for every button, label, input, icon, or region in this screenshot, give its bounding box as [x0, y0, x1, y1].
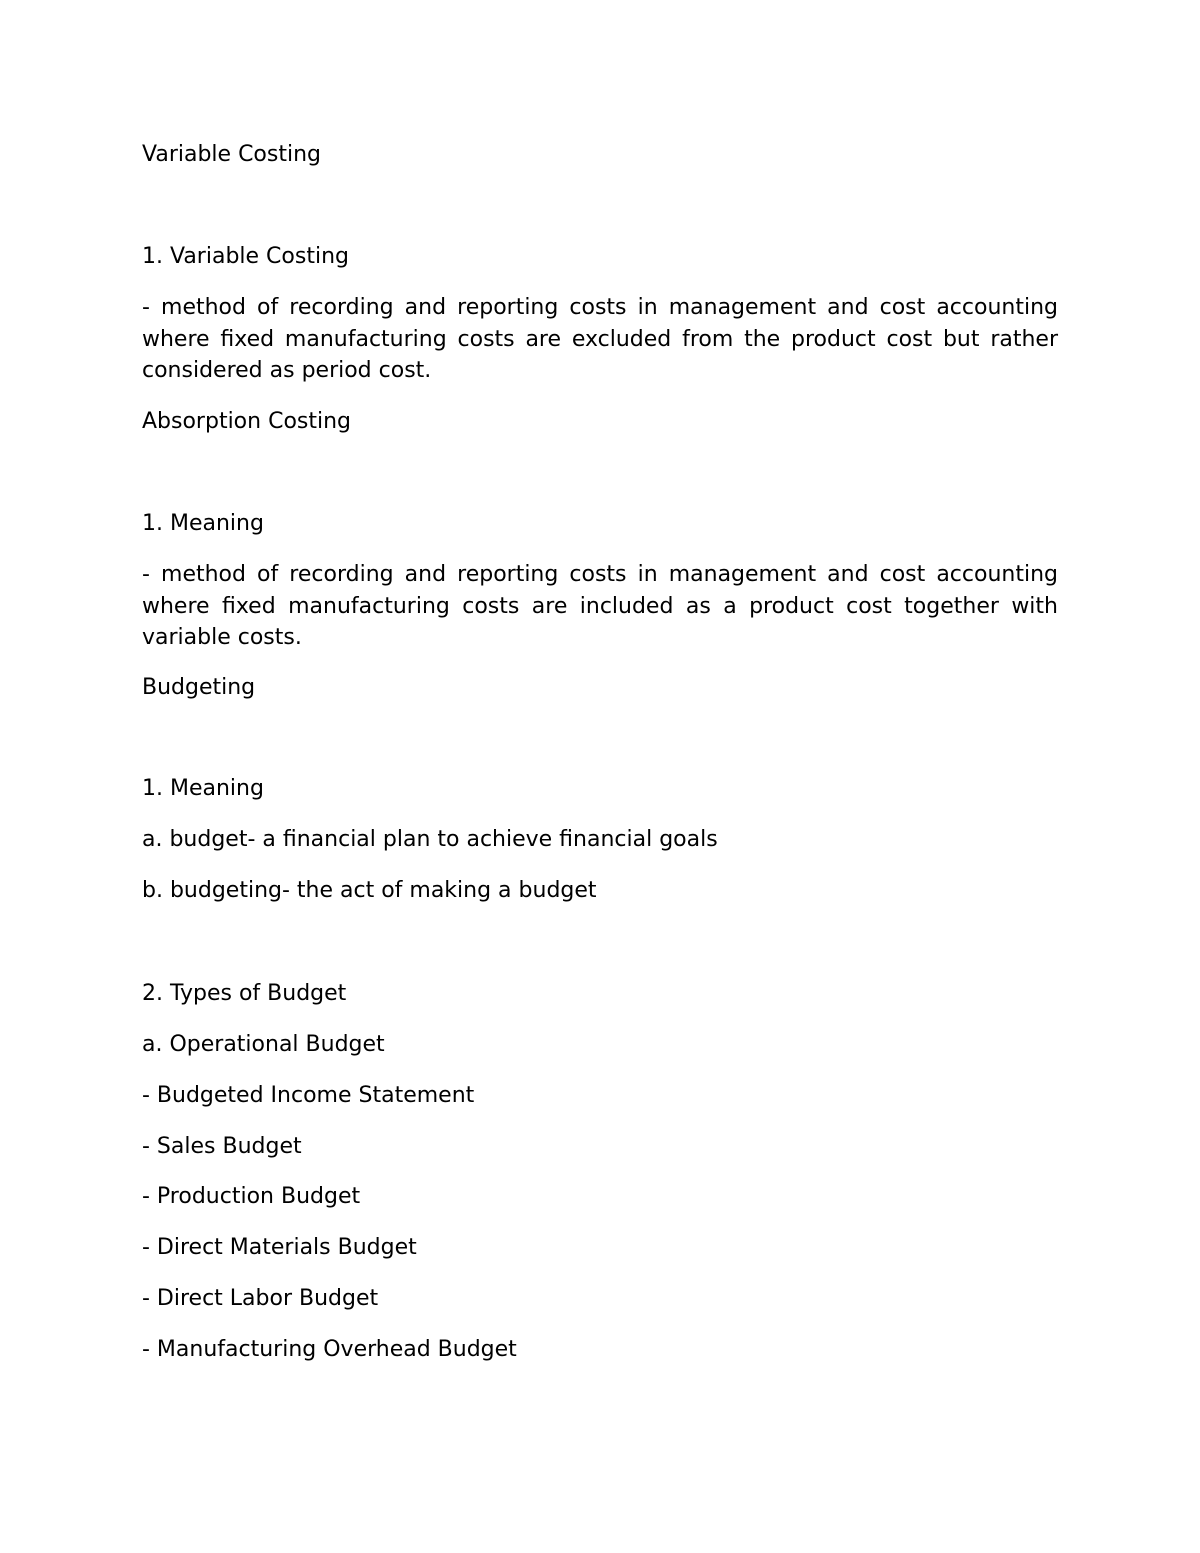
- section-heading-variable-costing: Variable Costing: [142, 142, 321, 167]
- variable-costing-definition: - method of recording and reporting costs in management and cost accounting where fixed manufacturing costs are excluded from the product cost but rather considered as period cost.: [142, 295, 1058, 383]
- absorption-costing-definition: - method of recording and reporting costs in management and cost accounting where fixed manufacturing costs are included as a product cost together with variable costs.: [142, 562, 1058, 650]
- operational-budget-item: - Direct Labor Budget: [142, 1286, 379, 1311]
- budgeting-meaning-item: 1. Meaning: [142, 776, 264, 801]
- operational-budget-heading: a. Operational Budget: [142, 1032, 385, 1057]
- variable-costing-item: 1. Variable Costing: [142, 244, 349, 269]
- types-of-budget-heading: 2. Types of Budget: [142, 981, 347, 1006]
- operational-budget-item: - Budgeted Income Statement: [142, 1083, 475, 1108]
- absorption-costing-meaning-item: 1. Meaning: [142, 511, 264, 536]
- operational-budget-item: - Manufacturing Overhead Budget: [142, 1337, 517, 1362]
- operational-budget-item: - Direct Materials Budget: [142, 1235, 417, 1260]
- section-heading-absorption-costing: Absorption Costing: [142, 409, 352, 434]
- operational-budget-item: - Sales Budget: [142, 1134, 302, 1159]
- budget-definition-point: a. budget- a financial plan to achieve financial goals: [142, 827, 718, 852]
- operational-budget-item: - Production Budget: [142, 1184, 361, 1209]
- section-heading-budgeting: Budgeting: [142, 675, 256, 700]
- budgeting-definition-point: b. budgeting- the act of making a budget: [142, 878, 597, 903]
